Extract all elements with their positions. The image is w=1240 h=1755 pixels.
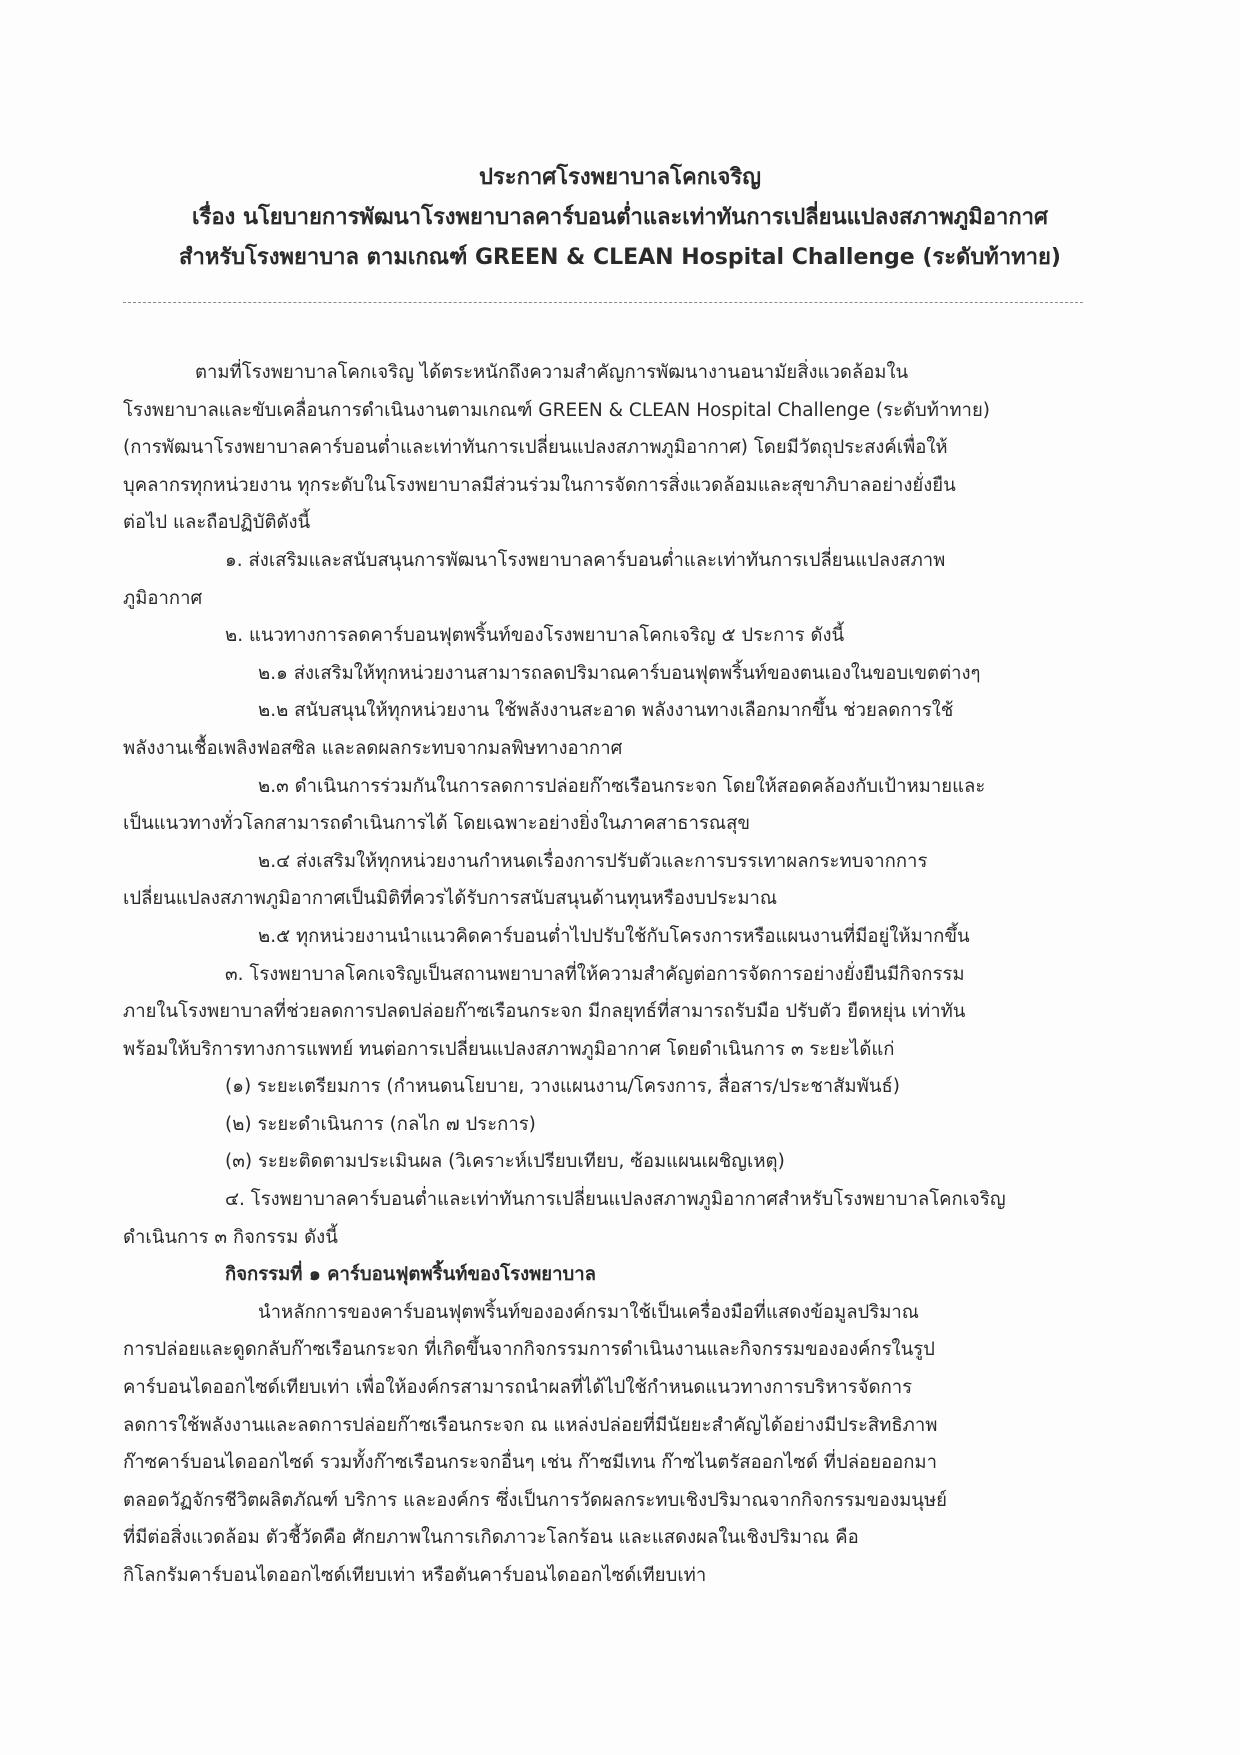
announcement-body <box>123 354 1083 1595</box>
activity-1-line: การปล่อยและดูดกลับก๊าซเรือนกระจก ที่เกิดขึ้นจากกิจกรรมการดำเนินงานและกิจกรรมขององค์กรในรูป <box>123 1339 935 1361</box>
policy-subitem-2-3-cont: เป็นแนวทางทั่วโลกสามารถดำเนินการได้ โดยเฉพาะอย่างยิ่งในภาคสาธารณสุข <box>123 813 751 835</box>
activity-1-heading: กิจกรรมที่ ๑ คาร์บอนฟุตพริ้นท์ของโรงพยาบาล <box>225 1264 597 1286</box>
announcement-header <box>100 158 1140 278</box>
header-divider <box>123 302 1083 303</box>
policy-subitem-2-4: ๒.๔ ส่งเสริมให้ทุกหน่วยงานกำหนดเรื่องการปรับตัวและการบรรเทาผลกระทบจากการ <box>258 850 928 872</box>
phase-3: (๓) ระยะติดตามประเมินผล (วิเคราะห์เปรียบเทียบ, ซ้อมแผนเผชิญเหตุ) <box>225 1151 785 1173</box>
policy-item-3: ๓. โรงพยาบาลโคกเจริญเป็นสถานพยาบาลที่ให้ความสำคัญต่อการจัดการอย่างยั่งยืนมีกิจกรรม <box>225 963 965 985</box>
activity-1-line: ก๊าซคาร์บอนไดออกไซด์ รวมทั้งก๊าซเรือนกระจกอื่นๆ เช่น ก๊าซมีเทน ก๊าซไนตรัสออกไซด์ ที่ปล่อยออกมา <box>123 1452 937 1474</box>
paragraph-line: ตามที่โรงพยาบาลโคกเจริญ ได้ตระหนักถึงความสำคัญการพัฒนางานอนามัยสิ่งแวดล้อมใน <box>195 362 909 383</box>
policy-item-2: ๒. แนวทางการลดคาร์บอนฟุตพริ้นท์ของโรงพยาบาลโคกเจริญ ๕ ประการ ดังนี้ <box>225 625 845 647</box>
header-subject: เรื่อง นโยบายการพัฒนาโรงพยาบาลคาร์บอนต่ำและเท่าทันการเปลี่ยนแปลงสภาพภูมิอากาศ <box>192 205 1048 230</box>
activity-1-line: คาร์บอนไดออกไซด์เทียบเท่า เพื่อให้องค์กรสามารถนำผลที่ได้ไปใช้กำหนดแนวทางการบริหารจัดการ <box>123 1377 913 1399</box>
policy-subitem-2-5: ๒.๕ ทุกหน่วยงานนำแนวคิดคาร์บอนต่ำไปปรับใช้กับโครงการหรือแผนงานที่มีอยู่ให้มากขึ้น <box>258 925 970 947</box>
paragraph-line: บุคลากรทุกหน่วยงาน ทุกระดับในโรงพยาบาลมีส่วนร่วมในการจัดการสิ่งแวดล้อมและสุขาภิบาลอย่างยั่งยืน <box>123 474 956 496</box>
phase-2: (๒) ระยะดำเนินการ (กลไก ๗ ประการ) <box>225 1113 536 1135</box>
paragraph-line: (การพัฒนาโรงพยาบาลคาร์บอนต่ำและเท่าทันการเปลี่ยนแปลงสภาพภูมิอากาศ) โดยมีวัตถุประสงค์เพื่อให้ <box>123 437 948 459</box>
activity-1-line: ตลอดวัฏจักรชีวิตผลิตภัณฑ์ บริการ และองค์กร ซึ่งเป็นการวัดผลกระทบเชิงปริมาณจากกิจกรรมของมนุษย์ <box>123 1489 947 1511</box>
activity-1-line: นำหลักการของคาร์บอนฟุตพริ้นท์ขององค์กรมาใช้เป็นเครื่องมือที่แสดงข้อมูลปริมาณ <box>258 1301 919 1323</box>
activity-1-line: กิโลกรัมคาร์บอนไดออกไซด์เทียบเท่า หรือตันคาร์บอนไดออกไซด์เทียบเท่า <box>123 1565 707 1586</box>
header-criteria: สำหรับโรงพยาบาล ตามเกณฑ์ GREEN & CLEAN Hospital Challenge (ระดับท้าทาย) <box>179 245 1061 270</box>
phase-1: (๑) ระยะเตรียมการ (กำหนดนโยบาย, วางแผนงาน/โครงการ, สื่อสาร/ประชาสัมพันธ์) <box>225 1076 900 1098</box>
activity-1-line: ที่มีต่อสิ่งแวดล้อม ตัวชี้วัดคือ ศักยภาพในการเกิดภาวะโลกร้อน และแสดงผลในเชิงปริมาณ คือ <box>123 1527 859 1549</box>
policy-item-4-cont: ดำเนินการ ๓ กิจกรรม ดังนี้ <box>123 1226 338 1248</box>
policy-item-1: ๑. ส่งเสริมและสนับสนุนการพัฒนาโรงพยาบาลคาร์บอนต่ำและเท่าทันการเปลี่ยนแปลงสภาพ <box>225 549 946 571</box>
policy-subitem-2-4-cont: เปลี่ยนแปลงสภาพภูมิอากาศเป็นมิติที่ควรได้รับการสนับสนุนด้านทุนหรืองบประมาณ <box>123 888 778 910</box>
policy-item-3-cont: พร้อมให้บริการทางการแพทย์ ทนต่อการเปลี่ยนแปลงสภาพภูมิอากาศ โดยดำเนินการ ๓ ระยะได้แก่ <box>123 1038 895 1060</box>
policy-subitem-2-2-cont: พลังงานเชื้อเพลิงฟอสซิล และลดผลกระทบจากมลพิษทางอากาศ <box>123 737 623 759</box>
activity-1-line: ลดการใช้พลังงานและลดการปล่อยก๊าซเรือนกระจก ณ แหล่งปล่อยที่มีนัยยะสำคัญได้อย่างมีประสิทธิภาพ <box>123 1414 938 1436</box>
policy-subitem-2-3: ๒.๓ ดำเนินการร่วมกันในการลดการปล่อยก๊าซเรือนกระจก โดยให้สอดคล้องกับเป้าหมายและ <box>258 775 986 797</box>
policy-subitem-2-2: ๒.๒ สนับสนุนให้ทุกหน่วยงาน ใช้พลังงานสะอาด พลังงานทางเลือกมากขึ้น ช่วยลดการใช้ <box>258 700 954 722</box>
policy-item-3-cont: ภายในโรงพยาบาลที่ช่วยลดการปลดปล่อยก๊าซเรือนกระจก มีกลยุทธ์ที่สามารถรับมือ ปรับตัว ยืดหยุ่น เท่าทัน <box>123 1001 966 1023</box>
paragraph-line: โรงพยาบาลและขับเคลื่อนการดำเนินงานตามเกณฑ์ GREEN & CLEAN Hospital Challenge (ระดับท้าทาย) <box>123 399 990 421</box>
paragraph-line: ต่อไป และถือปฏิบัติดังนี้ <box>123 512 311 534</box>
policy-subitem-2-1: ๒.๑ ส่งเสริมให้ทุกหน่วยงานสามารถลดปริมาณคาร์บอนฟุตพริ้นท์ของตนเองในขอบเขตต่างๆ <box>258 662 981 684</box>
header-title: ประกาศโรงพยาบาลโคกเจริญ <box>479 165 761 190</box>
policy-item-1-cont: ภูมิอากาศ <box>123 587 203 609</box>
policy-item-4: ๔. โรงพยาบาลคาร์บอนต่ำและเท่าทันการเปลี่ยนแปลงสภาพภูมิอากาศสำหรับโรงพยาบาลโคกเจริญ <box>225 1189 1006 1211</box>
